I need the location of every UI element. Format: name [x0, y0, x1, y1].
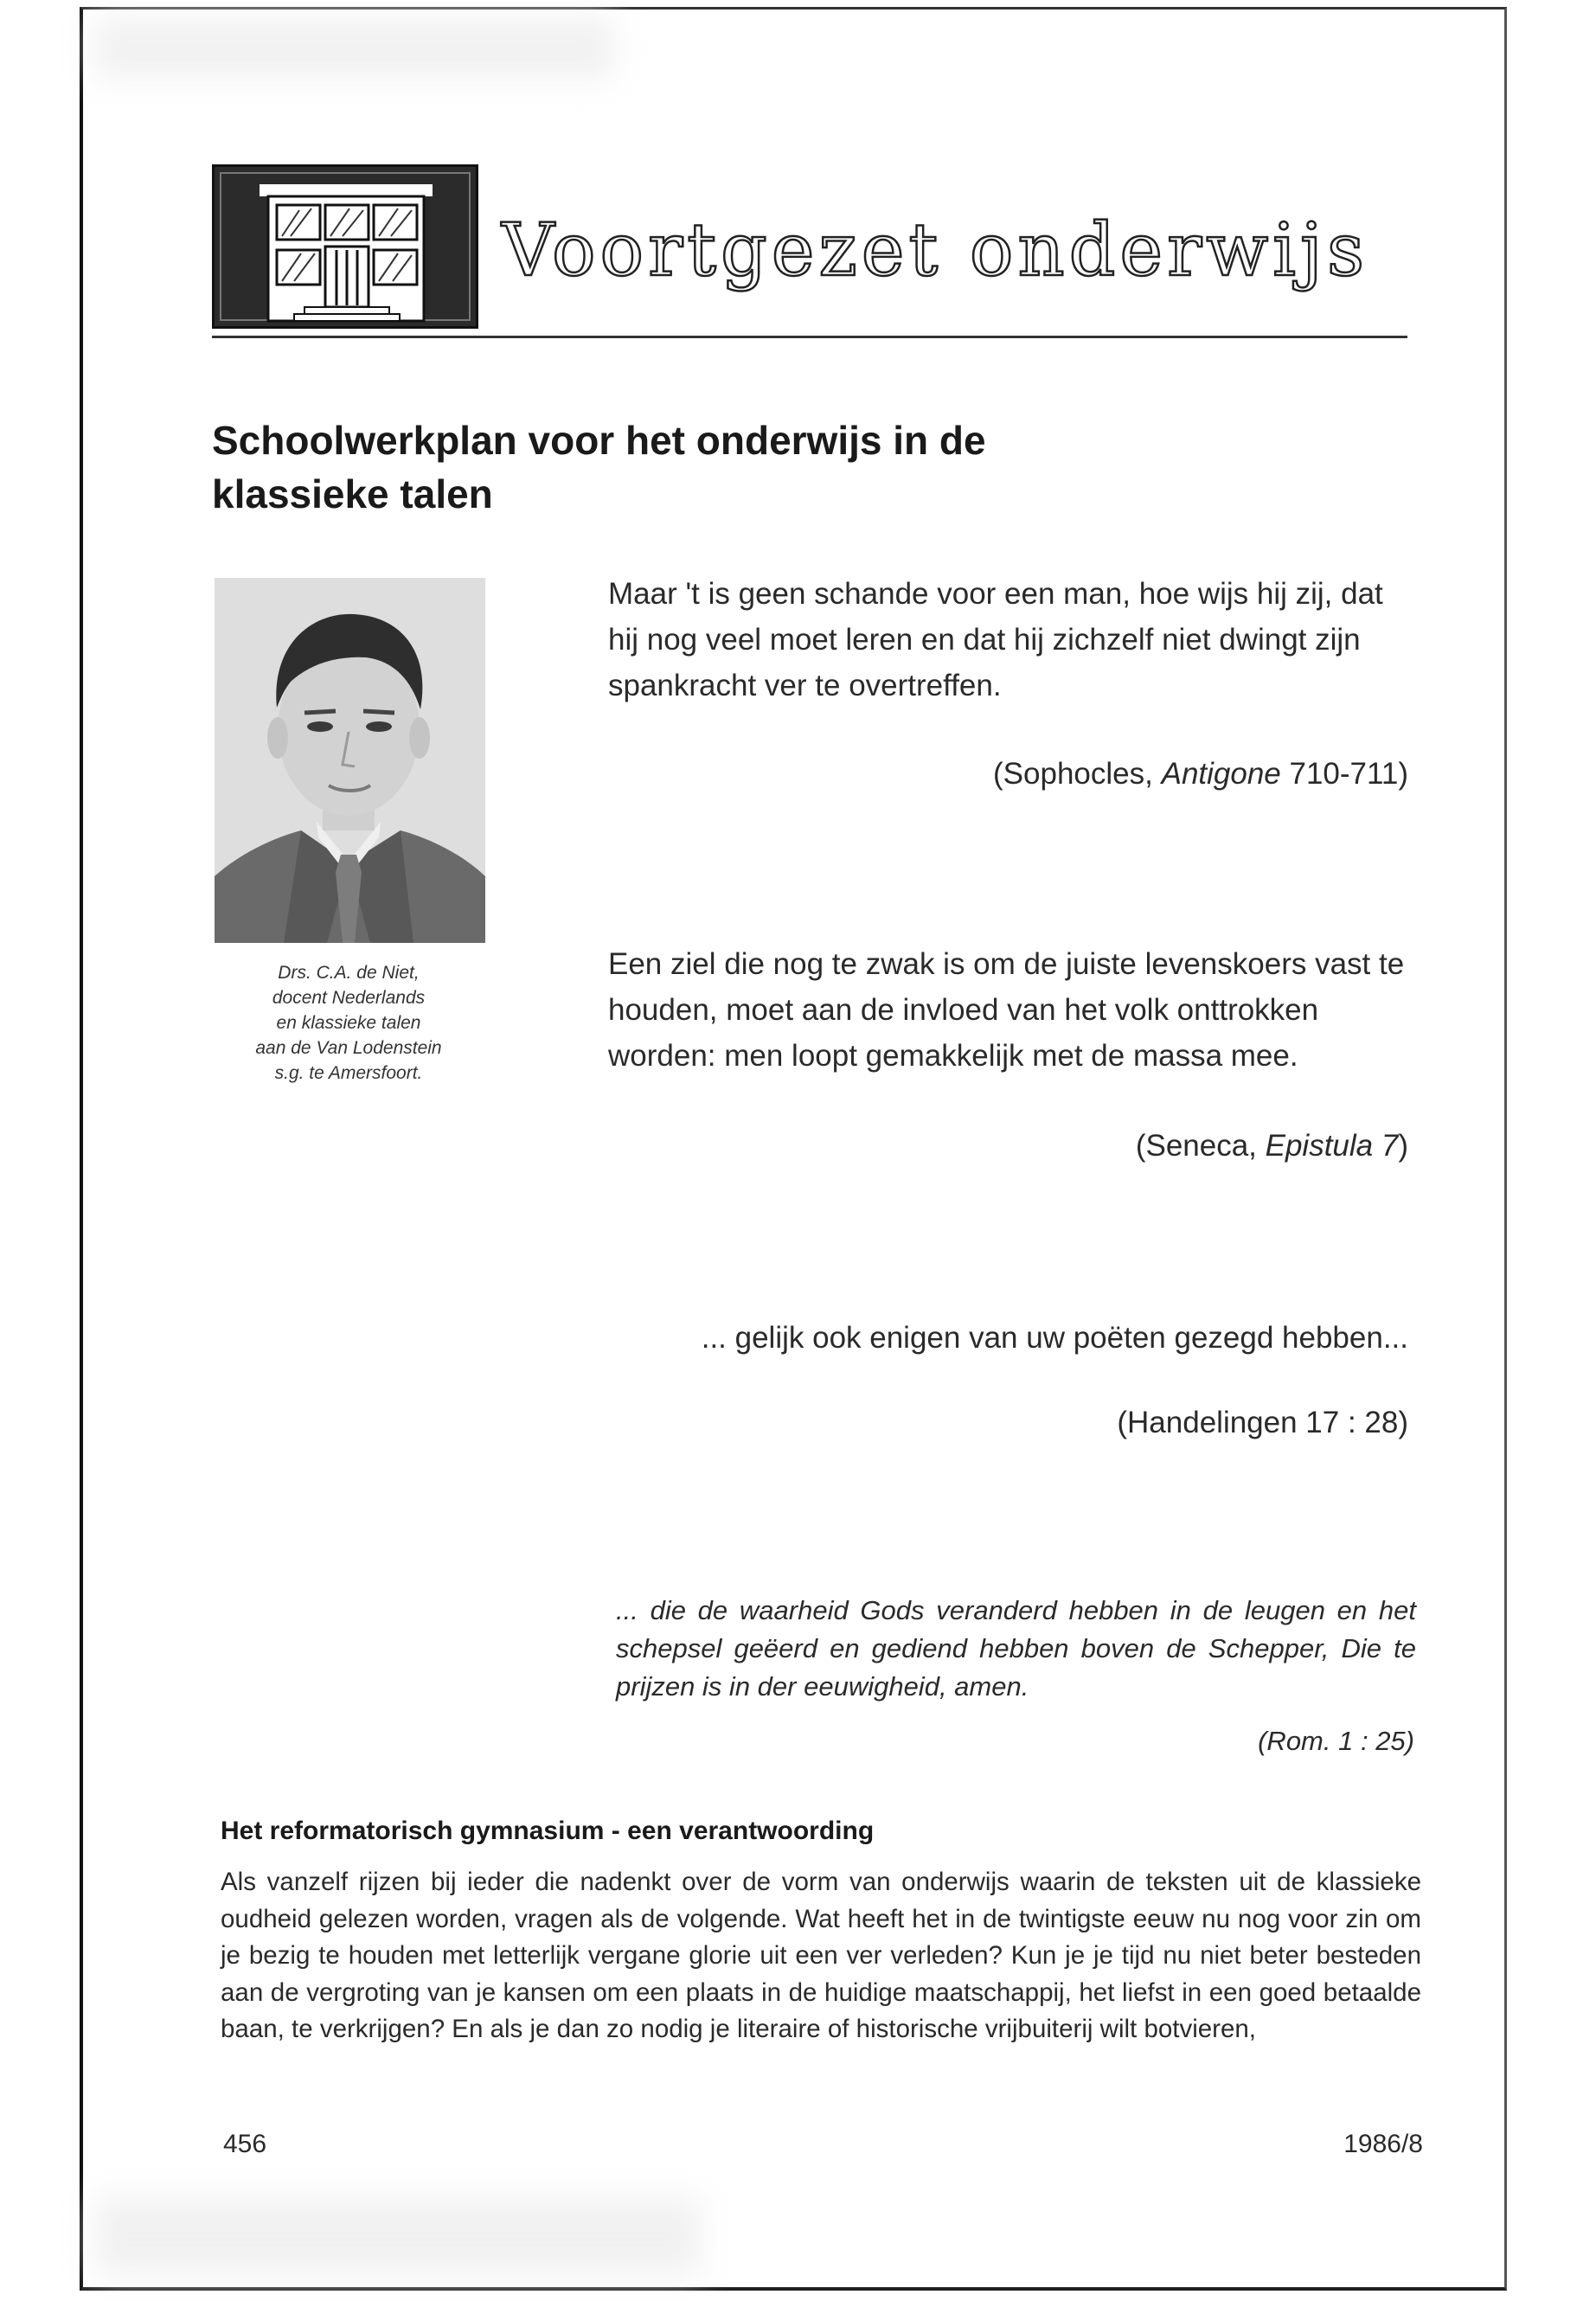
epigraph-attribution: (Sophocles, Antigone 710-711): [993, 757, 1408, 791]
issue-number: 1986/8: [1343, 2130, 1423, 2158]
author-portrait: [215, 578, 485, 943]
caption-line: Drs. C.A. de Niet,: [278, 963, 420, 983]
epigraph-attribution: (Handelingen 17 : 28): [1117, 1406, 1408, 1439]
epigraph-sophocles: Maar 't is geen schande voor een man, hoe wijs hij zij, dat hij nog veel moet leren en dat hij zichzelf niet dwingt zijn spankracht ver te overtreffen.: [608, 577, 1383, 702]
caption-line: s.g. te Amersfoort.: [274, 1063, 423, 1083]
epigraph-attribution: (Rom. 1 : 25): [1258, 1726, 1414, 1756]
epigraph-seneca: Een ziel die nog te zwak is om de juiste levenskoers vast te houden, moet aan de invloed van het volk onttrokken worden: men loopt gemakkelijk met de massa mee.: [608, 947, 1405, 1073]
header-rule: [212, 336, 1407, 338]
scan-smudge: [95, 17, 614, 78]
epigraph-romans: ... die de waarheid Gods veranderd hebben in de leugen en het schepsel geëerd en gediend hebben boven de Schepper, Die te prijzen is in der eeuwigheid, amen.: [616, 1595, 1416, 1702]
caption-line: en klassieke talen: [276, 1013, 421, 1033]
page-number: 456: [223, 2130, 267, 2158]
body-paragraph: Als vanzelf rijzen bij ieder die nadenkt over de vorm van onderwijs waarin de teksten uit de klassieke oudheid gelezen worden, vragen als de volgende. Wat heeft het in de twintigste eeuw nu nog voor zin om je bezig te houden met letterlijk vergane glorie uit een ver verleden? Kun je je tijd nu niet beter besteden aan de vergroting van je kansen om een plaats in de huidige maatschappij, het liefst in een goed betaalde baan, te verkrijgen? En als je dan zo nodig je literaire of historische vrijbuiterij wilt botvieren,: [221, 1868, 1421, 2043]
section-title: Voortgezet onderwijs: [502, 208, 1369, 292]
caption-line: docent Nederlands: [272, 988, 426, 1008]
epigraph-attribution: (Seneca, Epistula 7): [1135, 1129, 1408, 1163]
epigraph-acts: ... gelijk ook enigen van uw poëten gezegd hebben...: [701, 1321, 1408, 1355]
section-heading: Het reformatorisch gymnasium - een verantwoording: [221, 1817, 875, 1845]
author-caption: [206, 960, 491, 1086]
caption-line: aan de Van Lodenstein: [255, 1038, 442, 1058]
school-building-icon: [212, 164, 478, 329]
scan-smudge: [95, 2197, 701, 2275]
article-title: Schoolwerkplan voor het onderwijs in de klassieke talen: [212, 418, 986, 516]
